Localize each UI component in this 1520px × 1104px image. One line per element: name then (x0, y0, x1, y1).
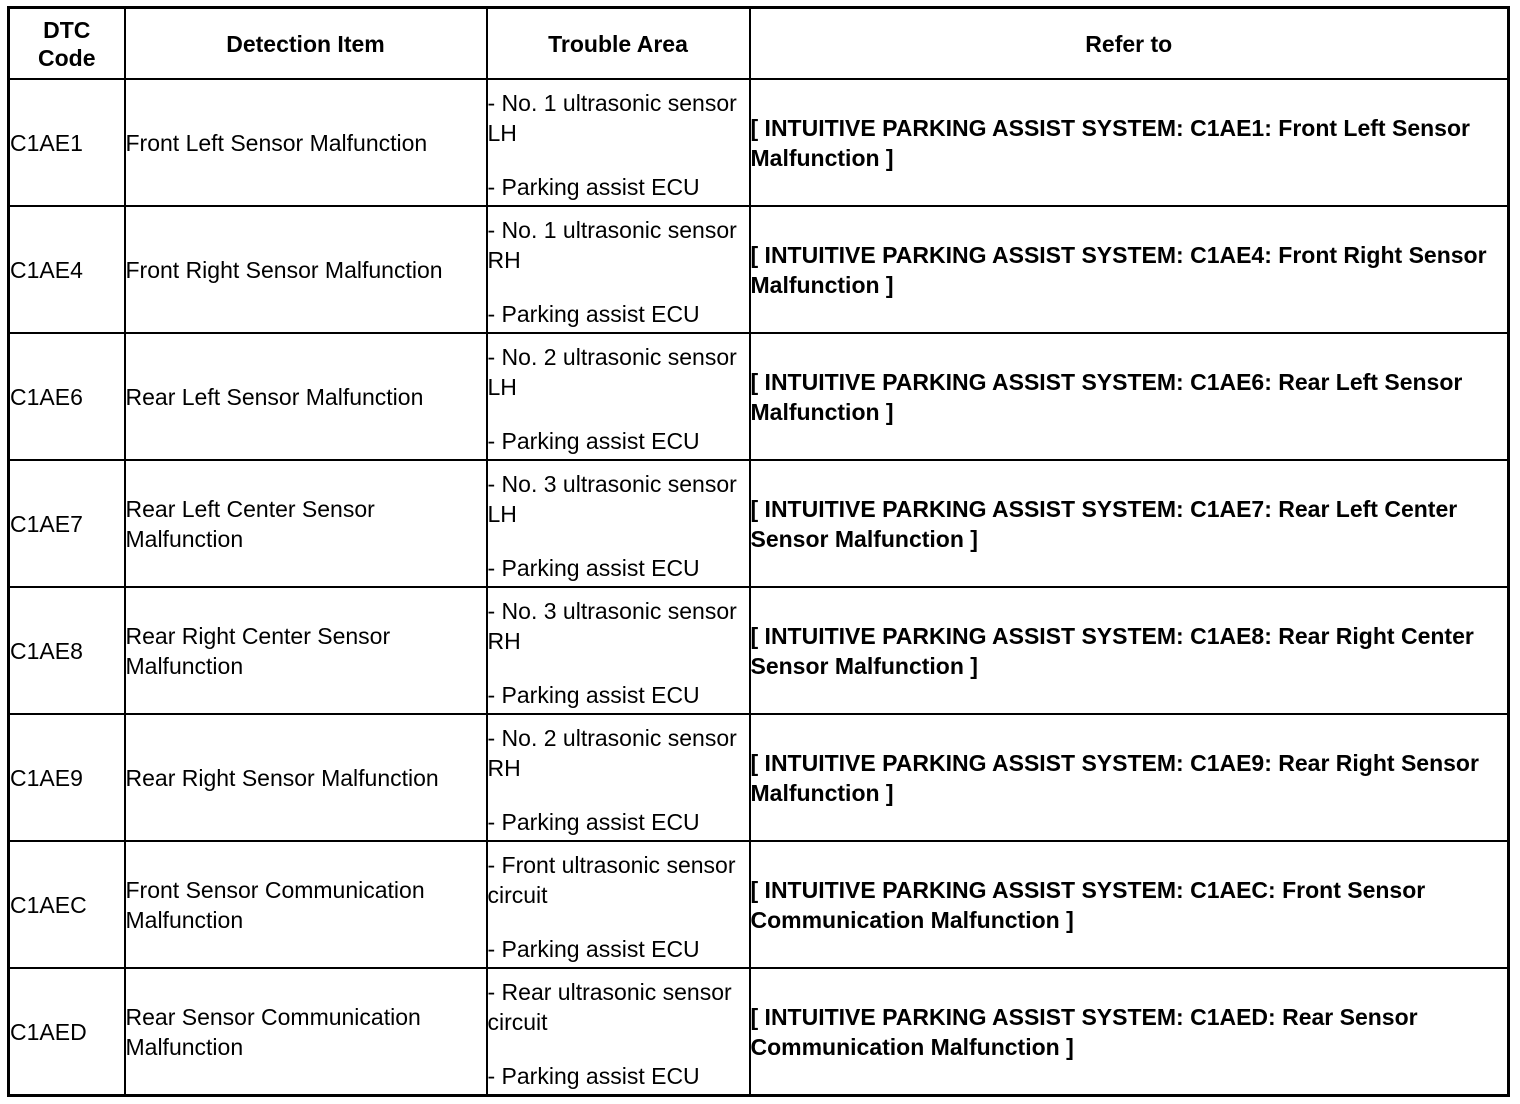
refer-to-link[interactable]: [ INTUITIVE PARKING ASSIST SYSTEM: C1AED: Rear Sensor Communication Malfunction ] (750, 968, 1509, 1096)
trouble-area-sensor: - No. 3 ultrasonic sensor LH (487, 471, 737, 527)
trouble-area-ecu: - Parking assist ECU (487, 682, 700, 708)
trouble-area-ecu: - Parking assist ECU (487, 936, 700, 962)
dtc-code-cell: C1AE9 (9, 714, 125, 841)
trouble-area-sensor: - No. 1 ultrasonic sensor LH (487, 90, 737, 146)
table-row (9, 79, 1509, 206)
trouble-area-sensor: - Rear ultrasonic sensor circuit (487, 979, 732, 1035)
table-row (9, 714, 1509, 841)
table-row (9, 587, 1509, 714)
detection-item-cell: Front Right Sensor Malfunction (125, 206, 487, 333)
refer-to-link[interactable]: [ INTUITIVE PARKING ASSIST SYSTEM: C1AE8: Rear Right Center Sensor Malfunction ] (750, 587, 1509, 714)
trouble-area-sensor: - No. 2 ultrasonic sensor LH (487, 344, 737, 400)
trouble-area-ecu: - Parking assist ECU (487, 428, 700, 454)
trouble-area-sensor: - No. 3 ultrasonic sensor RH (487, 598, 737, 654)
detection-item-cell: Rear Left Sensor Malfunction (125, 333, 487, 460)
header-trouble-area: Trouble Area (487, 8, 750, 80)
header-dtc-code-line2: Code (38, 44, 96, 71)
header-dtc-code-line1: DTC (43, 16, 91, 43)
trouble-area-sensor: - No. 1 ultrasonic sensor RH (487, 217, 737, 273)
detection-item-cell: Front Left Sensor Malfunction (125, 79, 487, 206)
trouble-area-cell (487, 841, 750, 968)
table-row (9, 206, 1509, 333)
refer-to-link[interactable]: [ INTUITIVE PARKING ASSIST SYSTEM: C1AE9: Rear Right Sensor Malfunction ] (750, 714, 1509, 841)
trouble-area-cell (487, 206, 750, 333)
trouble-area-cell (487, 587, 750, 714)
table-row (9, 841, 1509, 968)
trouble-area-ecu: - Parking assist ECU (487, 301, 700, 327)
detection-item-cell: Rear Left Center Sensor Malfunction (125, 460, 487, 587)
trouble-area-cell (487, 968, 750, 1096)
header-detection-item: Detection Item (125, 8, 487, 80)
dtc-code-cell: C1AE6 (9, 333, 125, 460)
trouble-area-sensor: - Front ultrasonic sensor circuit (487, 852, 736, 908)
refer-to-link[interactable]: [ INTUITIVE PARKING ASSIST SYSTEM: C1AE6: Rear Left Sensor Malfunction ] (750, 333, 1509, 460)
table-row (9, 460, 1509, 587)
table-row (9, 333, 1509, 460)
dtc-code-cell: C1AED (9, 968, 125, 1096)
table-row (9, 968, 1509, 1096)
header-row (9, 8, 1509, 80)
trouble-area-ecu: - Parking assist ECU (487, 1063, 700, 1089)
trouble-area-cell (487, 714, 750, 841)
dtc-code-cell: C1AEC (9, 841, 125, 968)
dtc-code-cell: C1AE1 (9, 79, 125, 206)
header-dtc-code (9, 8, 125, 80)
trouble-area-sensor: - No. 2 ultrasonic sensor RH (487, 725, 737, 781)
dtc-code-cell: C1AE7 (9, 460, 125, 587)
trouble-area-cell (487, 79, 750, 206)
trouble-area-ecu: - Parking assist ECU (487, 555, 700, 581)
dtc-table (7, 6, 1510, 1097)
detection-item-cell: Rear Right Sensor Malfunction (125, 714, 487, 841)
refer-to-link[interactable]: [ INTUITIVE PARKING ASSIST SYSTEM: C1AEC: Front Sensor Communication Malfunction ] (750, 841, 1509, 968)
refer-to-link[interactable]: [ INTUITIVE PARKING ASSIST SYSTEM: C1AE4: Front Right Sensor Malfunction ] (750, 206, 1509, 333)
trouble-area-cell (487, 333, 750, 460)
detection-item-cell: Front Sensor Communication Malfunction (125, 841, 487, 968)
dtc-code-cell: C1AE8 (9, 587, 125, 714)
header-refer-to: Refer to (750, 8, 1509, 80)
trouble-area-ecu: - Parking assist ECU (487, 809, 700, 835)
trouble-area-ecu: - Parking assist ECU (487, 174, 700, 200)
detection-item-cell: Rear Sensor Communication Malfunction (125, 968, 487, 1096)
dtc-code-cell: C1AE4 (9, 206, 125, 333)
detection-item-cell: Rear Right Center Sensor Malfunction (125, 587, 487, 714)
refer-to-link[interactable]: [ INTUITIVE PARKING ASSIST SYSTEM: C1AE1: Front Left Sensor Malfunction ] (750, 79, 1509, 206)
refer-to-link[interactable]: [ INTUITIVE PARKING ASSIST SYSTEM: C1AE7: Rear Left Center Sensor Malfunction ] (750, 460, 1509, 587)
trouble-area-cell (487, 460, 750, 587)
